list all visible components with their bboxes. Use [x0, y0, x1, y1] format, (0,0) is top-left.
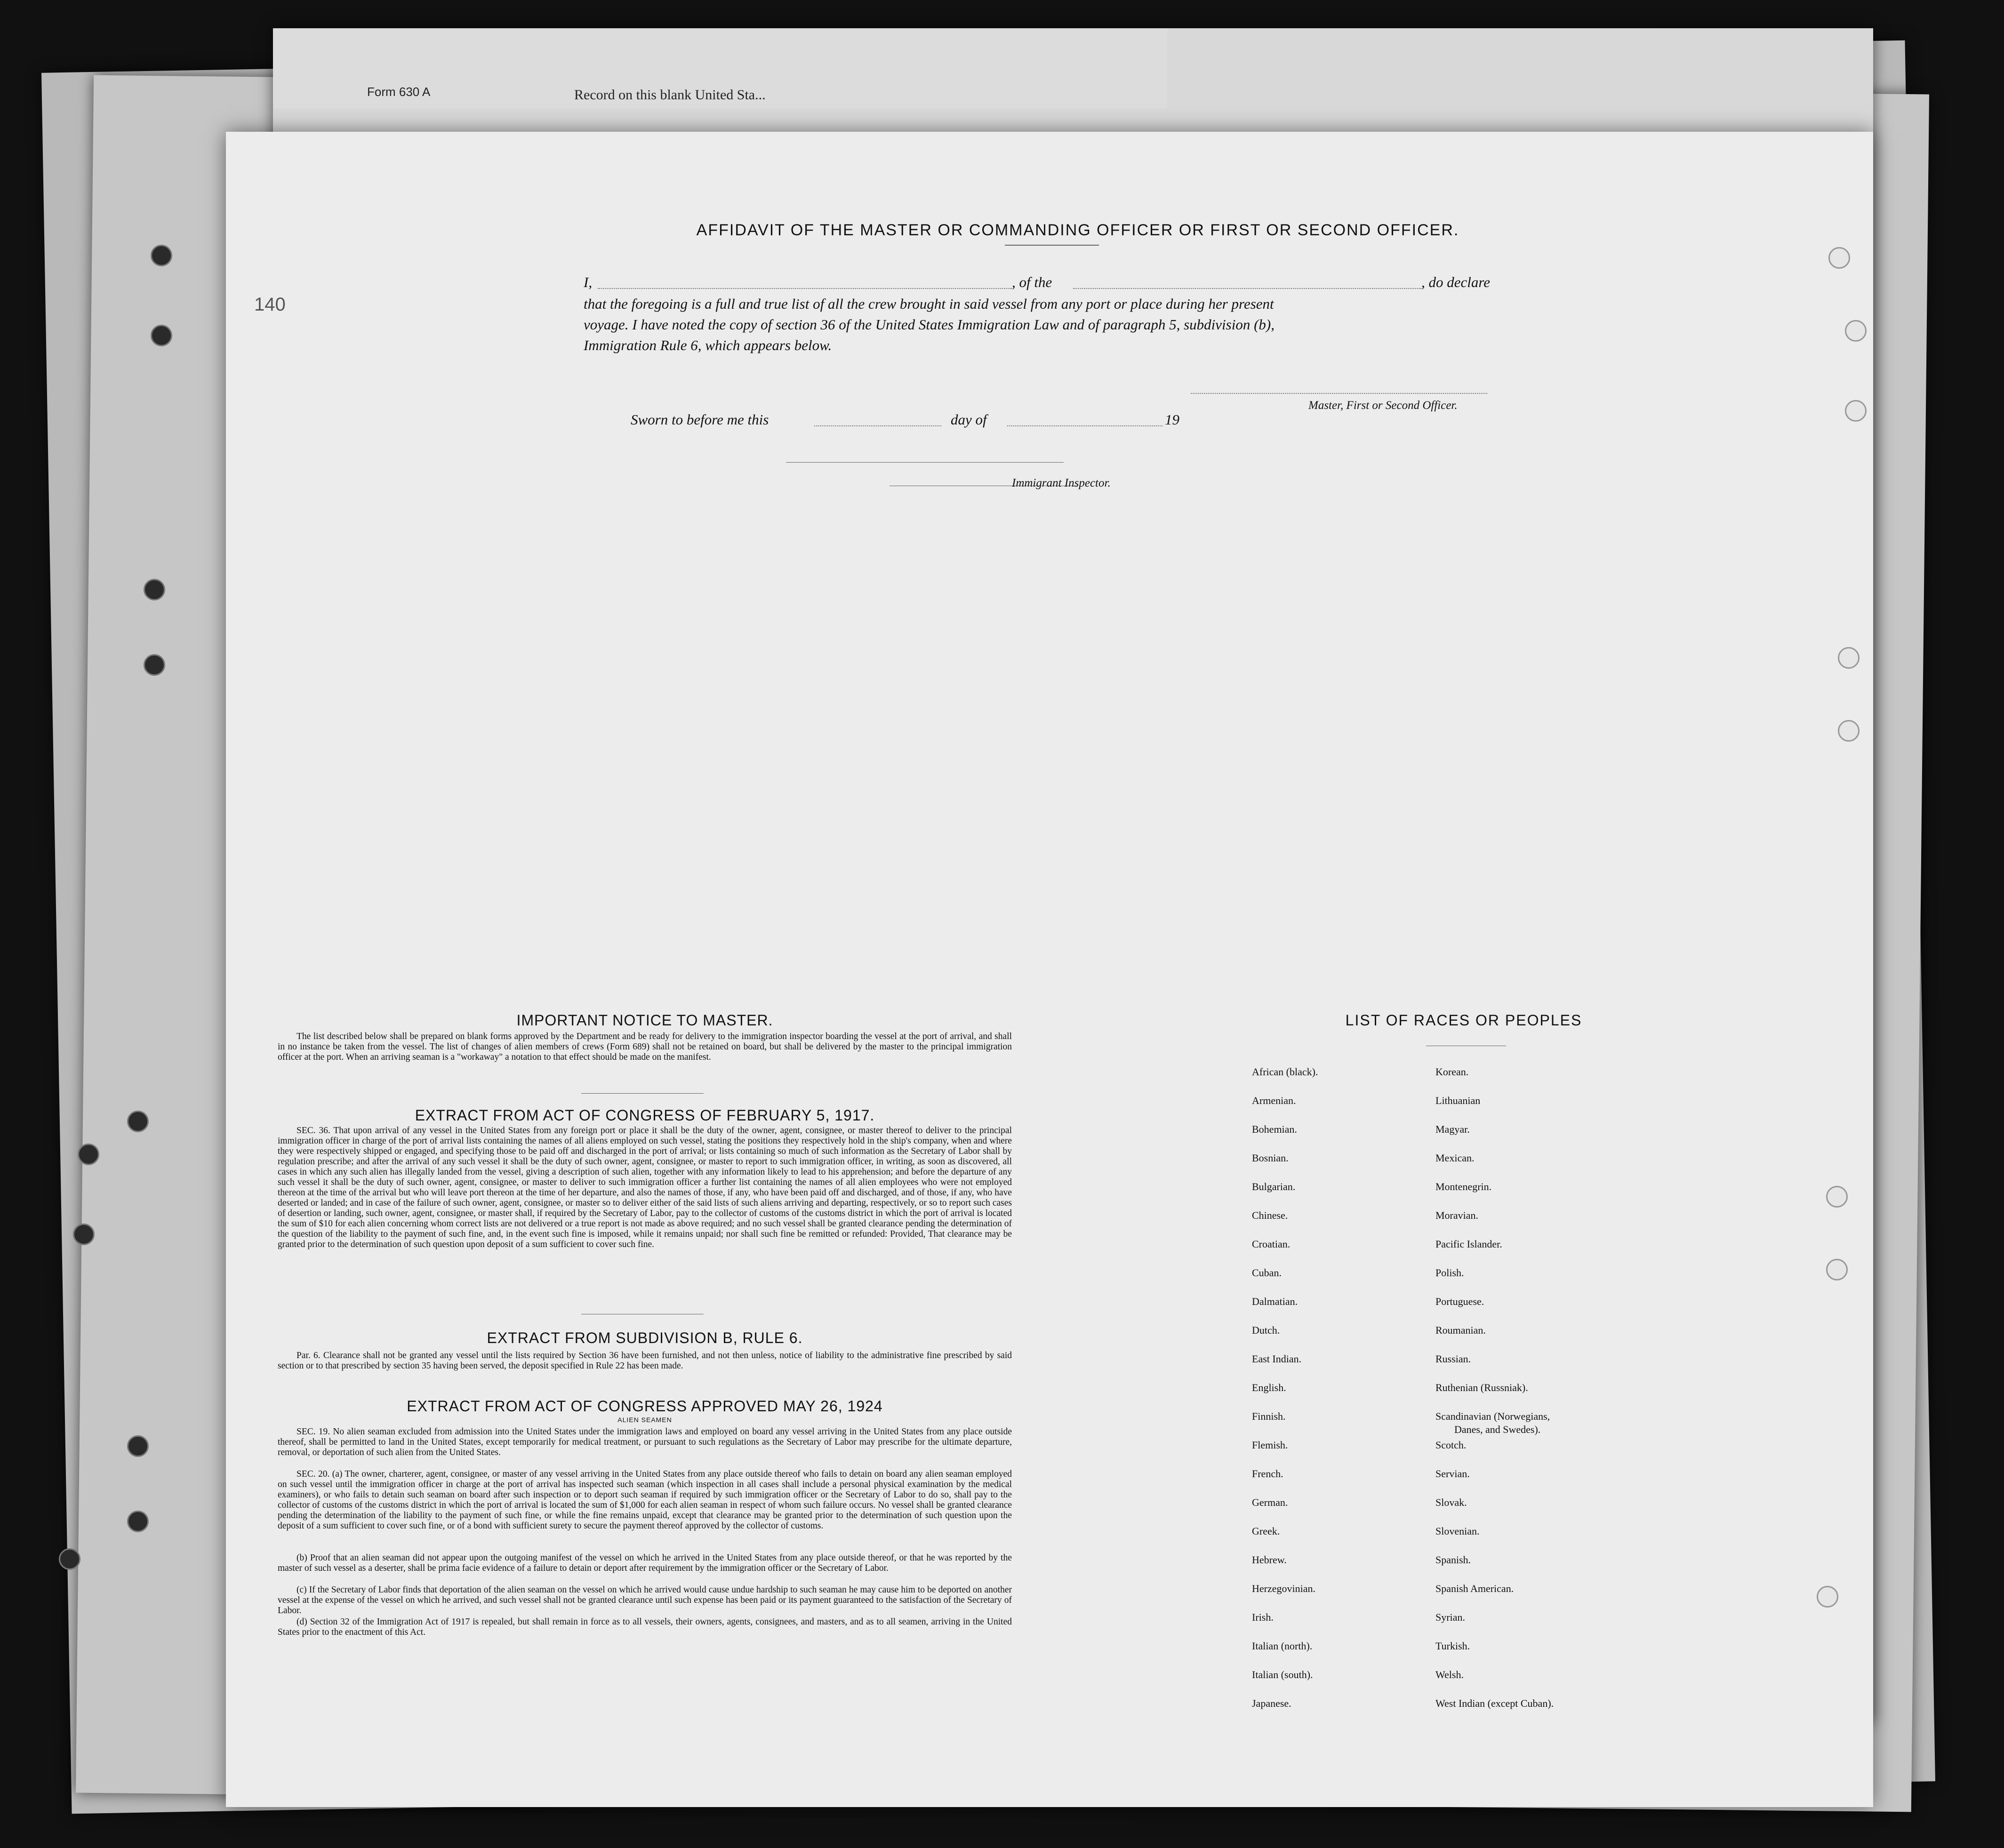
sworn-day-blank[interactable]	[814, 411, 941, 426]
race-item: Spanish American.	[1435, 1583, 1514, 1594]
race-item: Bulgarian.	[1252, 1181, 1296, 1192]
race-item: Bohemian.	[1252, 1123, 1297, 1135]
binder-hole	[151, 325, 172, 346]
race-item: Montenegrin.	[1435, 1181, 1492, 1192]
race-item: Chinese.	[1252, 1209, 1288, 1221]
inspector-label: Immigrant Inspector.	[1012, 477, 1111, 489]
race-item: Ruthenian (Russniak).	[1435, 1382, 1528, 1393]
binder-hole	[127, 1511, 149, 1532]
race-item: Mexican.	[1435, 1152, 1475, 1164]
page-hole	[1817, 1586, 1838, 1608]
race-item: African (black).	[1252, 1066, 1318, 1078]
race-item: Japanese.	[1252, 1697, 1291, 1709]
act1924-sec20c: (c) If the Secretary of Labor finds that deportation of the alien seaman on the vessel on which he arrived would cause undue hardship to such seaman he may cause him to be deported on another vessel at the expense of the vessel on which he arrived, and such vessel shall not be granted clearance until such expense has been paid or its payment guaranteed to the satisfaction of the Secretary of Labor.	[278, 1585, 1012, 1616]
race-item: Hebrew.	[1252, 1554, 1287, 1566]
act1924-sec19: SEC. 19. No alien seaman excluded from admission into the United States under the immigration laws and employed on board any vessel arriving in the United States from any place outside thereof, shall be permitted to land in the United States, except temporarily for medical treatment, or pursuant to such regulations as the Secretary of Labor may prescribe for the ultimate departure, removal, or deportation of such alien from the United States.	[278, 1427, 1012, 1457]
race-item: West Indian (except Cuban).	[1435, 1697, 1554, 1709]
race-item: Korean.	[1435, 1066, 1469, 1078]
of-the-label: , of the	[1012, 274, 1052, 290]
races-left-column	[1252, 1066, 1318, 1726]
declare-label: , do declare	[1421, 274, 1491, 290]
page-hole	[1826, 1259, 1848, 1280]
form-number: Form 630 A	[367, 85, 431, 99]
act1924-title: EXTRACT FROM ACT OF CONGRESS APPROVED MAY 26, 1924	[407, 1398, 883, 1415]
record-note: Record on this blank United Sta...	[574, 87, 766, 103]
race-item: Finnish.	[1252, 1410, 1286, 1422]
race-item: Italian (south).	[1252, 1669, 1313, 1680]
race-item: Pacific Islander.	[1435, 1238, 1502, 1250]
race-item: French.	[1252, 1468, 1283, 1480]
race-item: Scotch.	[1435, 1439, 1467, 1451]
race-item: Flemish.	[1252, 1439, 1288, 1451]
race-item: Italian (north).	[1252, 1640, 1313, 1652]
page-hole	[1826, 1186, 1848, 1208]
binder-hole	[127, 1111, 149, 1132]
page-hole	[1845, 320, 1867, 342]
binder-hole	[151, 245, 172, 266]
race-item: Portuguese.	[1435, 1296, 1484, 1307]
act1924-sec20a: SEC. 20. (a) The owner, charterer, agent, consignee, or master of any vessel arriving in the United States from any place outside thereof who fails to detain on board any alien seaman employed on such vessel until the immigration officer in charge at the port of arrival has inspected such seaman (which inspection in all cases shall include a personal physical examination by the medical examiners), or who fails to detain such seaman on board after such inspection or to deport such seaman if required by such immigration officer or the Secretary of Labor to do so, shall pay to the collector of customs of the customs district in which the port of arrival is located the sum of $1,000 for each alien seaman in respect of whom such failure occurs. No vessel shall be granted clearance pending the determination of the liability to the payment of such fine, or while the fine remains unpaid, except that clearance may be granted prior to the determination of such question upon the deposit of a sum sufficient to cover such fine, or of a bond with sufficient surety to secure the payment thereof approved by the collector of customs.	[278, 1469, 1012, 1531]
title-rule	[1005, 245, 1099, 246]
notice-text: The list described below shall be prepared on blank forms approved by the Department and be ready for delivery to the immigration inspector boarding the vessel at the port of arrival, and shall in no instance be taken from the vessel. The list of changes of alien members of crews (Form 689) shall not be retained on board, but shall be delivered by the master to the principal immigration officer at the port. When an arriving seaman is a "workaway" a notation to that effect should be made on the manifest.	[278, 1032, 1012, 1062]
page-hole	[1838, 720, 1860, 742]
race-item: Irish.	[1252, 1611, 1274, 1623]
race-item: Dalmatian.	[1252, 1296, 1298, 1307]
subdivision-title: EXTRACT FROM SUBDIVISION B, RULE 6.	[487, 1329, 803, 1346]
manifest-page	[226, 132, 1873, 1807]
race-item: Herzegovinian.	[1252, 1583, 1315, 1594]
page-hole	[1838, 647, 1860, 669]
background-form-tab	[273, 28, 1167, 108]
signature-blank[interactable]	[1191, 379, 1487, 394]
sworn-label: Sworn to before me this	[631, 411, 769, 428]
race-item: Croatian.	[1252, 1238, 1291, 1250]
binder-hole	[144, 654, 165, 676]
race-item: Moravian.	[1435, 1209, 1479, 1221]
signature-label: Master, First or Second Officer.	[1308, 399, 1458, 412]
race-item: Polish.	[1435, 1267, 1464, 1279]
race-item: East Indian.	[1252, 1353, 1302, 1365]
race-item: Dutch.	[1252, 1324, 1280, 1336]
race-item-scandinavian	[1435, 1410, 1554, 1439]
year-label: 19	[1165, 411, 1179, 428]
race-item: Slovak.	[1435, 1496, 1467, 1508]
vessel-name-blank[interactable]	[1073, 274, 1421, 289]
day-of-label: day of	[951, 411, 987, 428]
declarant-name-blank[interactable]	[598, 274, 1012, 289]
declarant-prefix: I,	[584, 274, 593, 290]
subdivision-text: Par. 6. Clearance shall not be granted any vessel until the lists required by Section 36 have been furnished, and not then unless, notice of liability to the administrative fine prescribed by said section or to that prescribed by section 35 having been served, the deposit specified in Rule 22 has been made.	[278, 1351, 1012, 1371]
act1924-sec20d: (d) Section 32 of the Immigration Act of 1917 is repealed, but shall remain in force as to all vessels, their owners, agents, consignees, and masters, and as to all seamen, arriving in the United States prior to the enactment of this Act.	[278, 1617, 1012, 1637]
binder-hole	[59, 1548, 80, 1570]
page-hole	[1828, 247, 1850, 269]
race-item: English.	[1252, 1382, 1286, 1393]
race-item: German.	[1252, 1496, 1288, 1508]
inspector-rule-1	[786, 462, 1064, 463]
race-item: Spanish.	[1435, 1554, 1471, 1566]
binder-hole	[127, 1435, 149, 1457]
race-item: Scandinavian (Norwegians,	[1435, 1410, 1550, 1422]
race-item: Russian.	[1435, 1353, 1471, 1365]
affidavit-title: AFFIDAVIT OF THE MASTER OR COMMANDING OFFICER OR FIRST OR SECOND OFFICER.	[696, 221, 1459, 239]
race-item: Lithuanian	[1435, 1095, 1481, 1106]
binder-hole	[78, 1144, 99, 1165]
race-item: Bosnian.	[1252, 1152, 1289, 1164]
declaration-line-3: voyage. I have noted the copy of section 36 of the United States Immigration Law and of paragraph 5, subdivision (b),	[584, 316, 1275, 333]
divider	[581, 1093, 704, 1094]
declaration-line-2: that the foregoing is a full and true list of all the crew brought in said vessel from any port or place during her present	[584, 296, 1274, 312]
race-item: Turkish.	[1435, 1640, 1470, 1652]
page-hole	[1845, 400, 1867, 422]
binder-hole	[73, 1224, 95, 1245]
race-item: Syrian.	[1435, 1611, 1465, 1623]
race-item: Magyar.	[1435, 1123, 1470, 1135]
race-item: Roumanian.	[1435, 1324, 1486, 1336]
race-item-continuation: Danes, and Swedes).	[1454, 1424, 1541, 1435]
races-right-column	[1435, 1066, 1554, 1726]
race-item: Armenian.	[1252, 1095, 1296, 1106]
sworn-month-blank[interactable]	[1007, 411, 1162, 426]
declaration-line-4: Immigration Rule 6, which appears below.	[584, 337, 832, 353]
margin-number: 140	[254, 294, 286, 315]
binder-hole	[144, 579, 165, 600]
notice-title: IMPORTANT NOTICE TO MASTER.	[516, 1012, 773, 1029]
races-title: LIST OF RACES OR PEOPLES	[1345, 1012, 1582, 1029]
race-item: Cuban.	[1252, 1267, 1282, 1279]
race-item: Greek.	[1252, 1525, 1280, 1537]
race-item: Servian.	[1435, 1468, 1470, 1480]
act1924-sec20b: (b) Proof that an alien seaman did not appear upon the outgoing manifest of the vessel on which he arrived in the United States from any place outside thereof, or that he was reported by the master of such vessel as a deserter, shall be prima facie evidence of a failure to detain or deport after requirement by the immigration officer or the Secretary of Labor.	[278, 1553, 1012, 1573]
race-item: Welsh.	[1435, 1669, 1464, 1680]
act1917-title: EXTRACT FROM ACT OF CONGRESS OF FEBRUARY 5, 1917.	[415, 1107, 875, 1124]
act1917-text: SEC. 36. That upon arrival of any vessel in the United States from any foreign port or place it shall be the duty of the owner, agent, consignee, or master thereof to deliver to the principal immigration officer in charge of the port of arrival lists containing the names of all aliens employed on such vessel, stating the positions they respectively hold in the ship's company, when and where they were respectively shipped or engaged, and specifying those to be paid off and discharged in the port of arrival; or lists containing so much of such information as the Secretary of Labor shall by regulation prescribe; and after the arrival of any such vessel it shall be the duty of such owner, agent, consignee, or master to report to such immigration officer, in writing, as soon as discovered, all cases in which any such alien has illegally landed from the vessel, giving a description of such alien, together with any information likely to lead to his apprehension; and before the departure of any such vessel it shall be the duty of such owner, agent, consignee, or master to deliver to such immigration officer a further list containing the names of all alien employees who were not employed thereon at the time of the arrival but who will leave port thereon at the time of her departure, and also the names of those, if any, who have been paid off and discharged, and of those, if any, who have deserted or landed; and in case of the failure of such owner, agent, consignee, or master so to deliver either of the said lists of such aliens arriving and departing, respectively, or so to report such cases of desertion or landing, such owner, agent, consignee, or master shall, if required by the Secretary of Labor, pay to the collector of customs of the customs district in which the port of arrival is located the sum of $10 for each alien concerning whom correct lists are not delivered or a true report is not made as above required; and no such vessel shall be granted clearance pending the determination of the question of the liability to the payment of such fine, and, in the event such fine is imposed, while it remains unpaid; nor shall such fine be remitted or refunded: Provided, That clearance may be granted prior to the determination of such question upon deposit of a sum sufficient to cover such fine.	[278, 1126, 1012, 1249]
race-item: Slovenian.	[1435, 1525, 1480, 1537]
act1924-subtitle: ALIEN SEAMEN	[617, 1416, 672, 1424]
